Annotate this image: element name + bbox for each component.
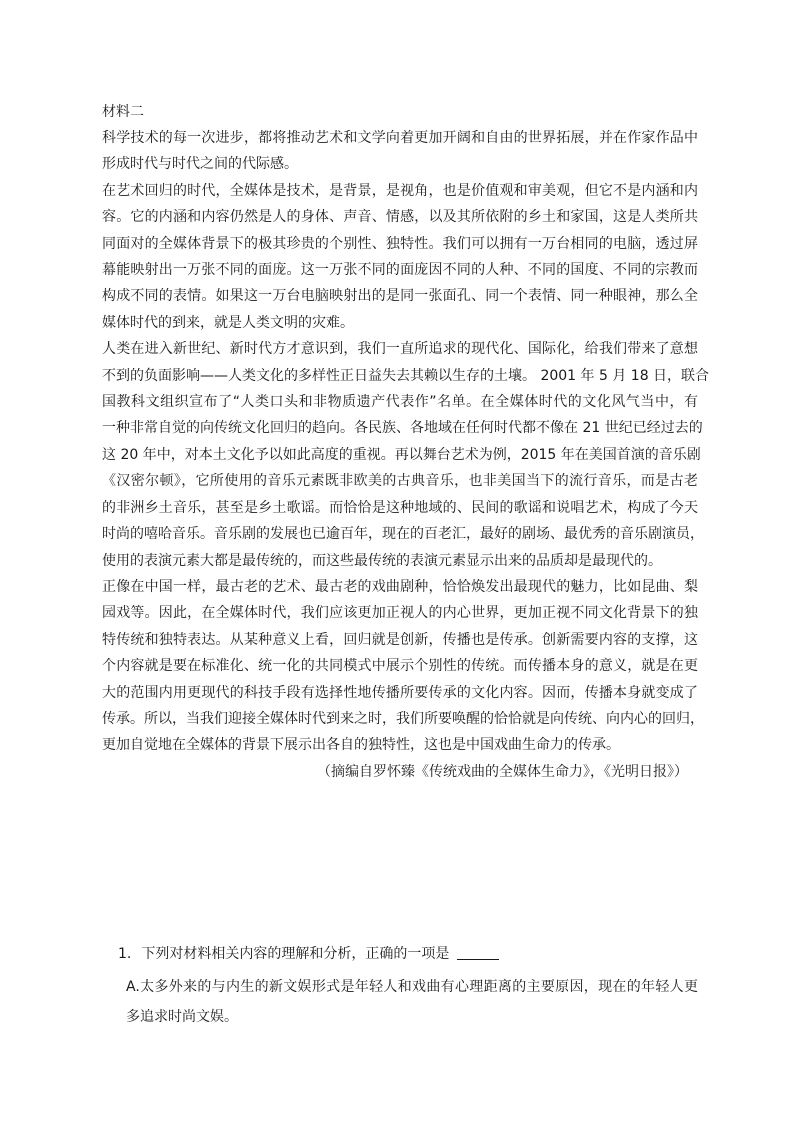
- text-line: 正像在中国一样，最古老的艺术、最古老的戏曲剧种，恰恰焕发出最现代的魅力，比如昆曲、梨: [102, 578, 698, 595]
- paragraph-1: [102, 125, 698, 178]
- material-section: [102, 99, 710, 785]
- text-line: 形成时代与时代之间的代际感。: [102, 156, 298, 173]
- text-line: 《汉密尔顿》，它所使用的音乐元素既非欧美的古典音乐，也非美国当下的流行音乐，而是古老: [102, 473, 698, 490]
- option-a-line: A.太多外来的与内生的新文娱形式是年轻人和戏曲有心理距离的主要原因，现在的年轻人更: [126, 979, 698, 995]
- text-line: 人类在进入新世纪、新时代方才意识到，我们一直所追求的现代化、国际化，给我们带来了意想: [102, 341, 698, 358]
- text-line: 特传统和独特表达。从某种意义上看，回归就是创新，传播也是传承。创新需要内容的支撑，这: [102, 631, 698, 648]
- text-line: 国教科文组织宣布了“人类口头和非物质遗产代表作”名单。在全媒体时代的文化风气当中，有: [102, 394, 698, 411]
- text-line: 园戏等。因此，在全媒体时代，我们应该更加正视人的内心世界，更加正视不同文化背景下的独: [102, 605, 698, 622]
- paragraph-4: [102, 574, 704, 759]
- text-line: 时尚的嘻哈音乐。音乐剧的发展也已逾百年，现在的百老汇，最好的剧场、最优秀的音乐剧演员，: [102, 526, 704, 543]
- text-line: 构成不同的表情。如果这一万台电脑映射出的是同一张面孔、同一个表情、同一种眼神，那么全: [102, 288, 698, 305]
- answer-blank[interactable]: [457, 943, 499, 960]
- text-line: 不到的负面影响——人类文化的多样性正日益失去其赖以生存的土壤。 2001 年 5 月 18 日，联合: [102, 367, 710, 384]
- text-line: 传承。所以，当我们迎接全媒体时代到来之时，我们所要唤醒的恰恰就是向传统、向内心的回归，: [102, 710, 704, 727]
- option-a-line: 多追求时尚文娱。: [126, 1009, 238, 1025]
- text-line: 个内容就是要在标准化、统一化的共同模式中展示个别性的传统。而传播本身的意义，就是在更: [102, 658, 698, 675]
- text-line: 大的范围内用更现代的科技手段有选择性地传播所要传承的文化内容。因而，传播本身就变成了: [102, 684, 698, 701]
- question-number: 1.: [118, 946, 132, 962]
- question-text: 下列对材料相关内容的理解和分析，正确的一项是: [141, 946, 450, 962]
- question-1: [118, 940, 698, 968]
- text-line: 更加自觉地在全媒体的背景下展示出各自的独特性，这也是中国戏曲生命力的传承。: [102, 737, 620, 754]
- material-title: 材料二: [102, 104, 144, 120]
- text-line: 的非洲乡土音乐，甚至是乡土歌谣。而恰恰是这种地域的、民间的歌谣和说唱艺术，构成了今天: [102, 499, 698, 516]
- text-line: 一种非常自觉的向传统文化回归的趋向。各民族、各地域在任何时代都不像在 21 世纪已经过去的: [102, 420, 703, 437]
- text-line: 媒体时代的到来，就是人类文明的灾难。: [102, 314, 354, 331]
- question-stem: [118, 940, 698, 968]
- source-citation: （摘编自罗怀臻《传统戏曲的全媒体生命力》，《光明日报》）: [317, 763, 688, 780]
- text-line: 科学技术的每一次进步，都将推动艺术和文学向着更加开阔和自由的世界拓展，并在作家作品中: [102, 130, 698, 146]
- text-line: 幕能映射出一万张不同的面庞。这一万张不同的面庞因不同的人种、不同的国度、不同的宗教而: [102, 262, 698, 279]
- option-a: [126, 972, 698, 1032]
- paragraph-3: [102, 336, 710, 574]
- text-line: 在艺术回归的时代，全媒体是技术，是背景，是视角，也是价值观和审美观，但它不是内涵和内: [102, 182, 698, 199]
- paragraph-2: [102, 178, 698, 336]
- text-line: 同面对的全媒体背景下的极其珍贵的个别性、独特性。我们可以拥有一万台相同的电脑，透过屏: [102, 235, 698, 252]
- text-line: 这 20 年中，对本土文化予以如此高度的重视。再以舞台艺术为例，2015 年在美国首演的音乐剧: [102, 446, 701, 463]
- text-line: 使用的表演元素大都是最传统的，而这些最传统的表演元素显示出来的品质却是最现代的。: [102, 552, 662, 569]
- text-line: 容。它的内涵和内容仍然是人的身体、声音、情感，以及其所依附的乡土和家国，这是人类所共: [102, 209, 698, 226]
